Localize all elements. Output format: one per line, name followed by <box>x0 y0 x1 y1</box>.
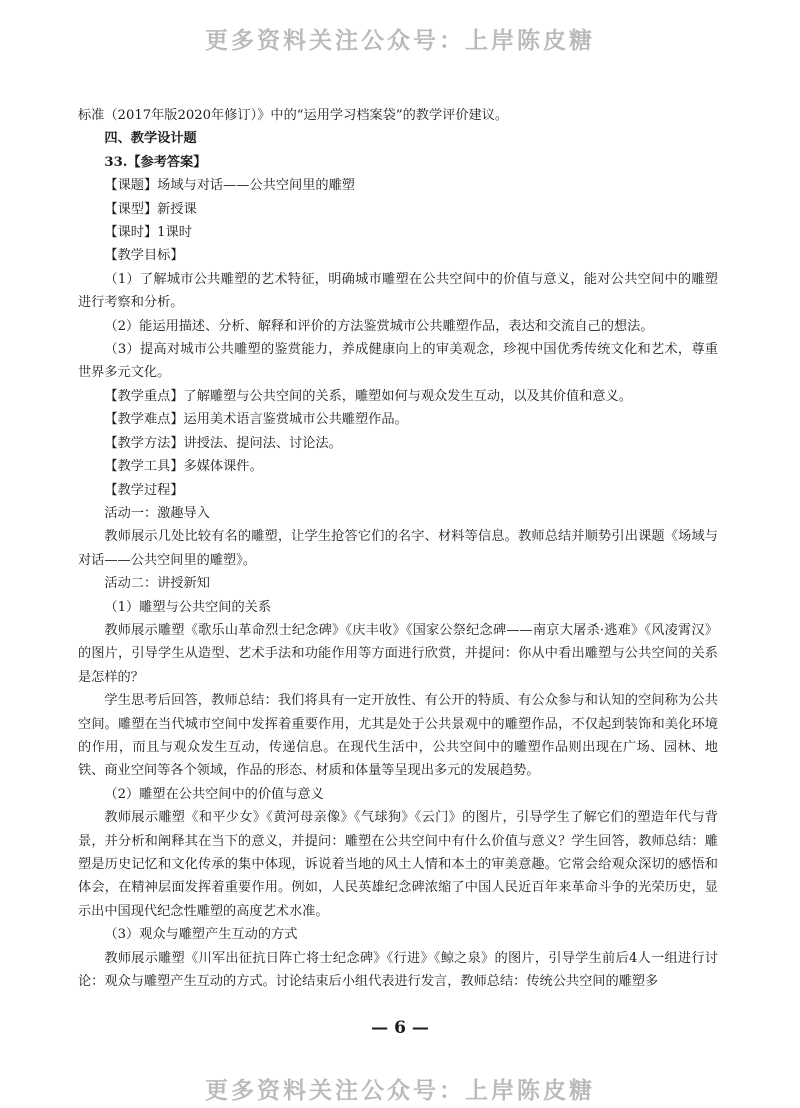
section-heading: 四、教学设计题 <box>104 131 197 147</box>
teaching-goals-heading: 【教学目标】 <box>104 248 184 264</box>
subsection-1-text: 教师展示雕塑《歌乐山革命烈士纪念碑》《庆丰收》《国家公祭纪念碑——南京大屠杀·逃难》《风凌霄汉》的图片，引导学生从造型、艺术手法和功能作用等方面进行欣赏，并提问：你从中看出雕塑与公共空间的关系是怎样的？ <box>78 622 718 685</box>
teaching-difficulty: 【教学难点】运用美术语言鉴赏城市公共雕塑作品。 <box>104 412 408 428</box>
goal-2: （2）能运用描述、分析、解释和评价的方法鉴赏城市公共雕塑作品，表达和交流自己的想法。 <box>104 318 654 334</box>
document-body <box>78 104 718 993</box>
watermark-top: 更多资料关注公众号：上岸陈皮糖 <box>205 28 595 54</box>
question-answer-heading: 33.【参考答案】 <box>104 154 207 170</box>
teaching-process-heading: 【教学过程】 <box>104 482 184 498</box>
subsection-2-heading: （2）雕塑在公共空间中的价值与意义 <box>104 786 324 802</box>
lesson-type: 【课型】新授课 <box>104 201 197 217</box>
activity-2-heading: 活动二：讲授新知 <box>104 576 210 592</box>
subsection-3-text: 教师展示雕塑《川军出征抗日阵亡将士纪念碑》《行进》《鲸之泉》的图片，引导学生前后4人一组进行讨论：观众与雕塑产生互动的方式。讨论结束后小组代表进行发言，教师总结：传统公共空间的雕塑多 <box>78 950 718 990</box>
activity-1-heading: 活动一：激趣导入 <box>104 505 210 521</box>
subsection-3-heading: （3）观众与雕塑产生互动的方式 <box>104 927 298 943</box>
subsection-1-summary: 学生思考后回答，教师总结：我们将具有一定开放性、有公开的特质、有公众参与和认知的空间称为公共空间。雕塑在当代城市空间中发挥着重要作用，尤其是处于公共景观中的雕塑作品，不仅起到装饰和美化环境的作用，而且与观众发生互动，传递信息。在现代生活中，公共空间中的雕塑作品则出现在广场、园林、地铁、商业空间等各个领域，作品的形态、材质和体量等呈现出多元的发展趋势。 <box>78 693 718 779</box>
lesson-title: 【课题】场域与对话——公共空间里的雕塑 <box>104 178 355 194</box>
page-number: — 6 — <box>371 1018 429 1038</box>
watermark-bottom: 更多资料关注公众号：上岸陈皮糖 <box>205 1078 595 1104</box>
teaching-methods: 【教学方法】讲授法、提问法、讨论法。 <box>104 435 342 451</box>
goal-1: （1）了解城市公共雕塑的艺术特征，明确城市雕塑在公共空间中的价值与意义，能对公共空间中的雕塑进行考察和分析。 <box>78 271 718 311</box>
goal-3: （3）提高对城市公共雕塑的鉴赏能力，养成健康向上的审美观念，珍视中国优秀传统文化和艺术，尊重世界多元文化。 <box>78 342 718 381</box>
paragraph-standard-note: 标准（2017年版2020年修订）》中的“运用学习档案袋”的教学评价建议。 <box>78 108 509 123</box>
activity-1-text: 教师展示几处比较有名的雕塑，让学生抢答它们的名字、材料等信息。教师总结并顺势引出课题《场域与对话——公共空间里的雕塑》。 <box>78 529 718 568</box>
subsection-1-heading: （1）雕塑与公共空间的关系 <box>104 599 272 615</box>
lesson-hours: 【课时】1课时 <box>104 225 192 241</box>
teaching-tools: 【教学工具】多媒体课件。 <box>104 459 263 475</box>
subsection-2-text: 教师展示雕塑《和平少女》《黄河母亲像》《气球狗》《云门》的图片，引导学生了解它们的塑造年代与背景，并分析和阐释其在当下的意义，并提问：雕塑在公共空间中有什么价值与意义？学生回答，教师总结：雕塑是历史记忆和文化传承的集中体现，诉说着当地的风土人情和本土的审美意趣。它常会给观众深切的感悟和体会，在精神层面发挥着重要作用。例如，人民英雄纪念碑浓缩了中国人民近百年来革命斗争的光荣历史，显示出中国现代纪念性雕塑的高度艺术水准。 <box>78 810 718 919</box>
teaching-key-point: 【教学重点】了解雕塑与公共空间的关系，雕塑如何与观众发生互动，以及其价值和意义。 <box>104 388 632 404</box>
